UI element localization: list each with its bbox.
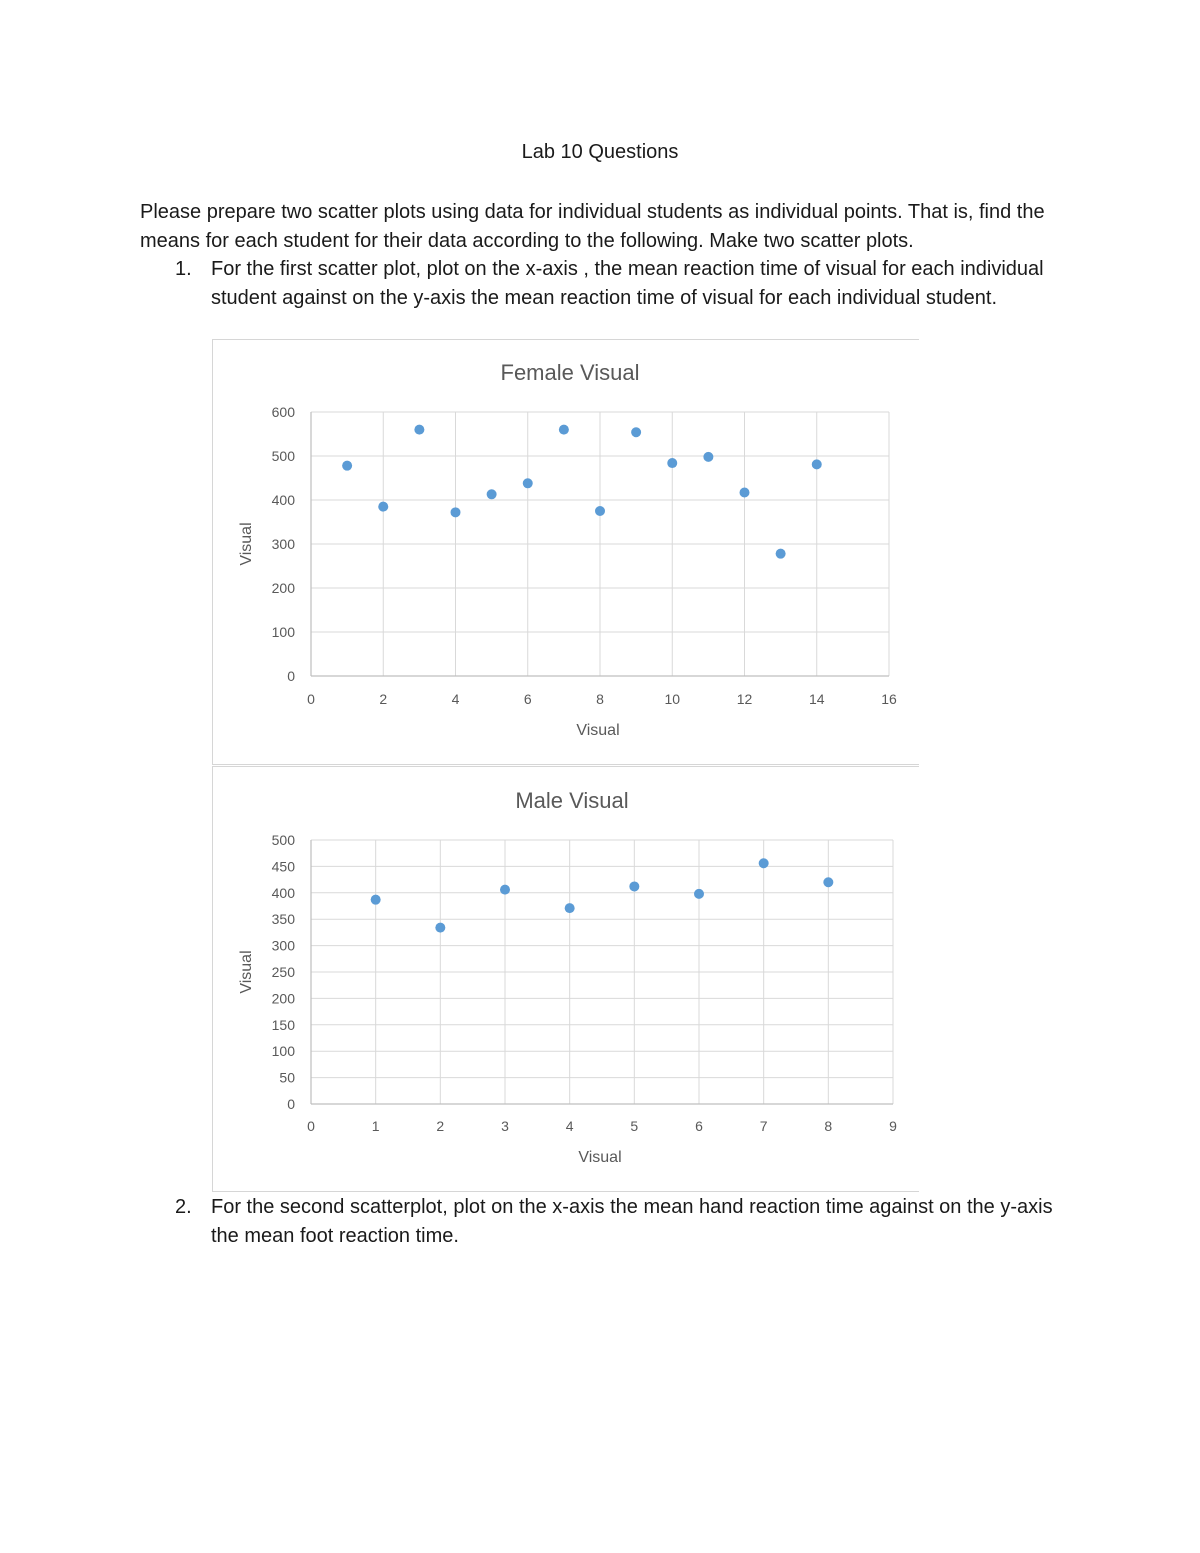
female-data-point [414,425,424,435]
male-y-tick-label: 150 [271,1016,295,1033]
male-x-tick-label: 3 [501,1118,509,1134]
female-y-tick-label: 0 [287,668,295,684]
male-y-tick-label: 50 [279,1069,295,1086]
male-data-point [435,923,445,933]
male-x-tick-label: 6 [695,1118,703,1134]
female-x-tick-label: 0 [307,691,315,707]
male-chart-title: Male Visual [515,788,629,813]
female-x-tick-label: 6 [523,691,532,707]
female-y-tick-label: 500 [271,448,295,464]
intro-paragraph: Please prepare two scatter plots using data for individual students as individual points. That is, find the means for each student for their data according to the following. Make two scatter plots. [140,201,1045,252]
male-data-point [629,881,639,891]
female-y-axis-label: Visual [238,522,255,566]
female-data-point [667,458,677,468]
female-y-tick-label: 600 [271,404,295,420]
male-x-tick-label: 9 [889,1118,897,1134]
female-x-tick-label: 4 [451,691,460,707]
female-data-point [812,459,822,469]
page-title: Lab 10 Questions [521,141,679,163]
female-data-point [559,425,569,435]
male-visual-chart-svg [213,767,919,1191]
male-y-axis-label: Visual [238,950,255,994]
male-y-tick-label: 300 [271,937,295,954]
male-x-axis-label: Visual [578,1149,622,1166]
female-visual-chart [212,339,919,765]
male-data-point [759,858,769,868]
question-2-number: 2. [175,1196,192,1218]
female-x-tick-label: 12 [736,691,753,707]
female-x-tick-label: 10 [664,691,681,707]
female-chart-title: Female Visual [500,360,640,385]
male-data-point [823,877,833,887]
male-visual-chart [212,766,919,1192]
male-y-tick-label: 200 [271,990,295,1007]
male-x-tick-label: 7 [759,1118,768,1134]
female-data-point [740,488,750,498]
female-data-point [776,549,786,559]
male-x-tick-label: 0 [307,1118,315,1134]
female-x-axis-label: Visual [576,722,620,739]
male-y-tick-label: 500 [271,832,295,848]
female-data-point [523,478,533,488]
female-y-tick-label: 100 [271,624,295,640]
female-x-tick-label: 2 [379,691,388,707]
male-x-tick-label: 1 [371,1118,380,1134]
female-x-tick-label: 16 [881,691,897,707]
female-data-point [342,461,352,471]
male-x-tick-label: 8 [824,1118,833,1134]
male-y-tick-label: 100 [271,1043,295,1060]
female-data-point [703,452,713,462]
female-y-tick-label: 400 [271,492,295,508]
question-1-text: For the first scatter plot, plot on the x-axis , the mean reaction time of visual for each individual student against on the y-axis the mean reaction time of visual for each individual student. [211,258,1044,309]
male-y-tick-label: 350 [271,911,295,928]
female-x-tick-label: 8 [596,691,604,707]
male-x-tick-label: 4 [565,1118,574,1134]
male-y-tick-label: 0 [287,1096,295,1112]
male-data-point [500,885,510,895]
male-x-tick-label: 2 [436,1118,445,1134]
male-data-point [694,889,704,899]
female-data-point [595,506,605,516]
female-data-point [631,427,641,437]
male-y-tick-label: 450 [271,858,295,875]
question-1-number: 1. [175,258,192,280]
male-y-tick-label: 250 [271,964,295,980]
male-data-point [371,895,381,905]
female-y-tick-label: 200 [271,580,295,596]
female-y-tick-label: 300 [271,536,295,552]
male-data-point [565,903,575,913]
question-2-text: For the second scatterplot, plot on the x-axis the mean hand reaction time against on the y-axis the mean foot reaction time. [211,1196,1053,1247]
female-visual-chart-svg [213,340,919,764]
female-data-point [451,507,461,517]
female-x-tick-label: 14 [808,691,825,707]
female-data-point [487,489,497,499]
male-y-tick-label: 400 [271,884,295,901]
male-x-tick-label: 5 [630,1118,639,1134]
female-data-point [378,502,388,512]
